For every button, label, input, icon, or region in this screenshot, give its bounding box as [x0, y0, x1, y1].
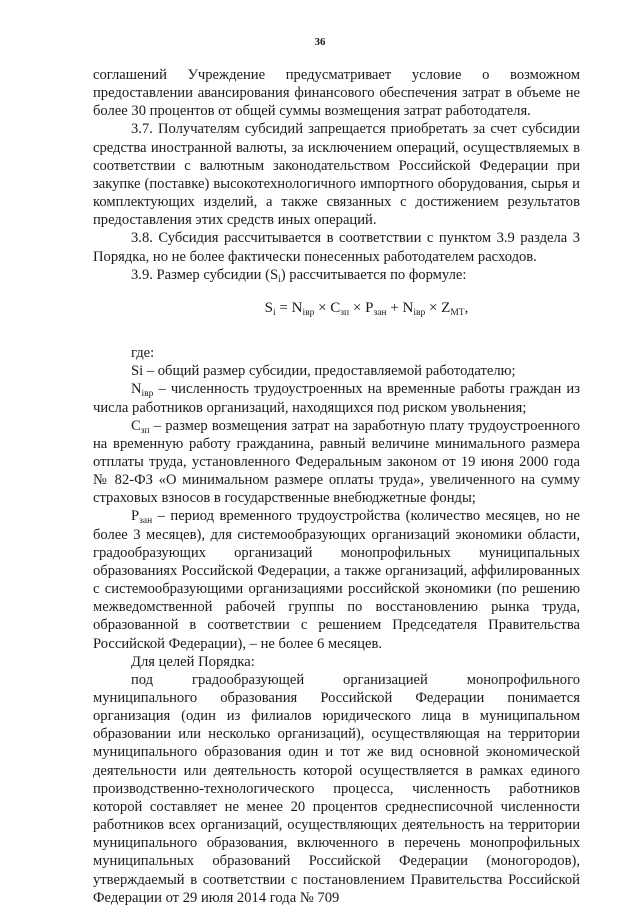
paragraph-3-8: 3.8. Субсидия рассчитывается в соответствии с пунктом 3.9 раздела 3 Порядка, но не более фактически понесенных работодателем расходов.: [93, 230, 580, 265]
formula-p-sub: зан: [373, 307, 387, 318]
def-p-text: – период временного трудоустройства (количество месяцев, но не более 3 месяцев), для системообразующих организаций экономики области, градообразующих организаций монопрофильных муниципальных образованиях Российской Федерации, а также организаций, аффилированных с системообразующими организациями российской экономики (по решению межведомственной рабочей группы по восстановлению рынка труда, образованной в соответствии с решением Председателя Правительства Российской Федерации), – не более 6 месяцев.: [93, 508, 580, 652]
formula-s-sub: i: [273, 307, 276, 318]
formula-end: ,: [464, 299, 469, 316]
p39-sub: i: [278, 274, 281, 285]
definition-c: [93, 417, 580, 508]
formula-plus: + N: [386, 299, 414, 316]
definition-si: Si – общий размер субсидии, предоставляемой работодателю;: [131, 363, 516, 380]
page-number: 36: [314, 36, 326, 48]
def-c-symbol: С: [131, 417, 141, 434]
paragraph-city-forming: под градообразующей организацией монопрофильного муниципального образования Российской Федерации понимается организация (один из филиалов юридического лица в муниципальном образовании или несколько организаций), осуществляющая на территории муниципального образования один и тот же вид основной экономической деятельности или деятельность которой осуществляется в рамках единого производственно-технологического процесса, численность работников которой составляет не менее 20 процентов среднесписочной численности работников всех организаций, осуществляющих деятельность на территории муниципального образования, включенного в перечень монопрофильных муниципальных образований Российской Федерации (моногородов), утверждаемый в соответствии с постановлением Правительства Российской Федерации от 29 июля 2014 года № 709: [93, 671, 580, 906]
def-n-symbol: N: [131, 381, 142, 398]
def-p-sub: зан: [139, 516, 153, 527]
def-c-text: – размер возмещения затрат на заработную плату трудоустроенного на временную работу гражданина, равный величине минимального размера отплаты труда, установленного Федеральным законом от 19 июня 2000 года № 82-ФЗ «О минимальном размере оплаты труда», увеличенного на сумму страховых взносов в государственные внебюджетные фонды;: [93, 417, 580, 507]
formula-z-sub: МТ: [450, 307, 465, 318]
paragraph-3-7: 3.7. Получателям субсидий запрещается приобретать за счет субсидии средства иностранной валюты, за исключением операций, осуществляемых в соответствии с валютным законодательством Российской Федерации при закупке (поставке) высокотехнологичного импортного оборудования, сырья и комплектующих изделий, а также связанных с достижением результатов предоставления этих средств иных операций.: [93, 121, 580, 229]
formula-s: S: [264, 299, 274, 316]
def-n-text: – численность трудоустроенных на временные работы граждан из числа работников организаций, находящихся под риском увольнения;: [93, 381, 580, 416]
p39-post: ) рассчитывается по формуле:: [280, 266, 467, 283]
formula-n-sub: івр: [302, 307, 315, 318]
formula-x3: × Z: [425, 299, 451, 316]
formula-eq: = N: [275, 299, 303, 316]
p39-pre: 3.9. Размер субсидии (S: [131, 266, 279, 283]
definition-n: [93, 380, 580, 416]
formula-c-sub: зп: [340, 307, 350, 318]
formula-x1: × С: [314, 299, 341, 316]
def-n-sub: івр: [141, 389, 154, 400]
formula-n2-sub: івр: [413, 307, 426, 318]
paragraph-where: где:: [131, 345, 155, 362]
paragraph-3-9: [93, 266, 580, 284]
paragraph-continuation: соглашений Учреждение предусматривает условие о возможном предоставлении авансирования финансового обеспечения затрат в объеме не более 30 процентов от общей суммы возмещения затрат работодателя.: [93, 67, 580, 120]
formula-x2: × Р: [349, 299, 374, 316]
subsidy-formula: [93, 299, 580, 317]
definition-p: [93, 507, 580, 652]
def-c-sub: зп: [140, 425, 150, 436]
document-body: [93, 66, 580, 907]
paragraph-goals: Для целей Порядка:: [131, 653, 255, 670]
def-p-symbol: Р: [131, 508, 140, 525]
